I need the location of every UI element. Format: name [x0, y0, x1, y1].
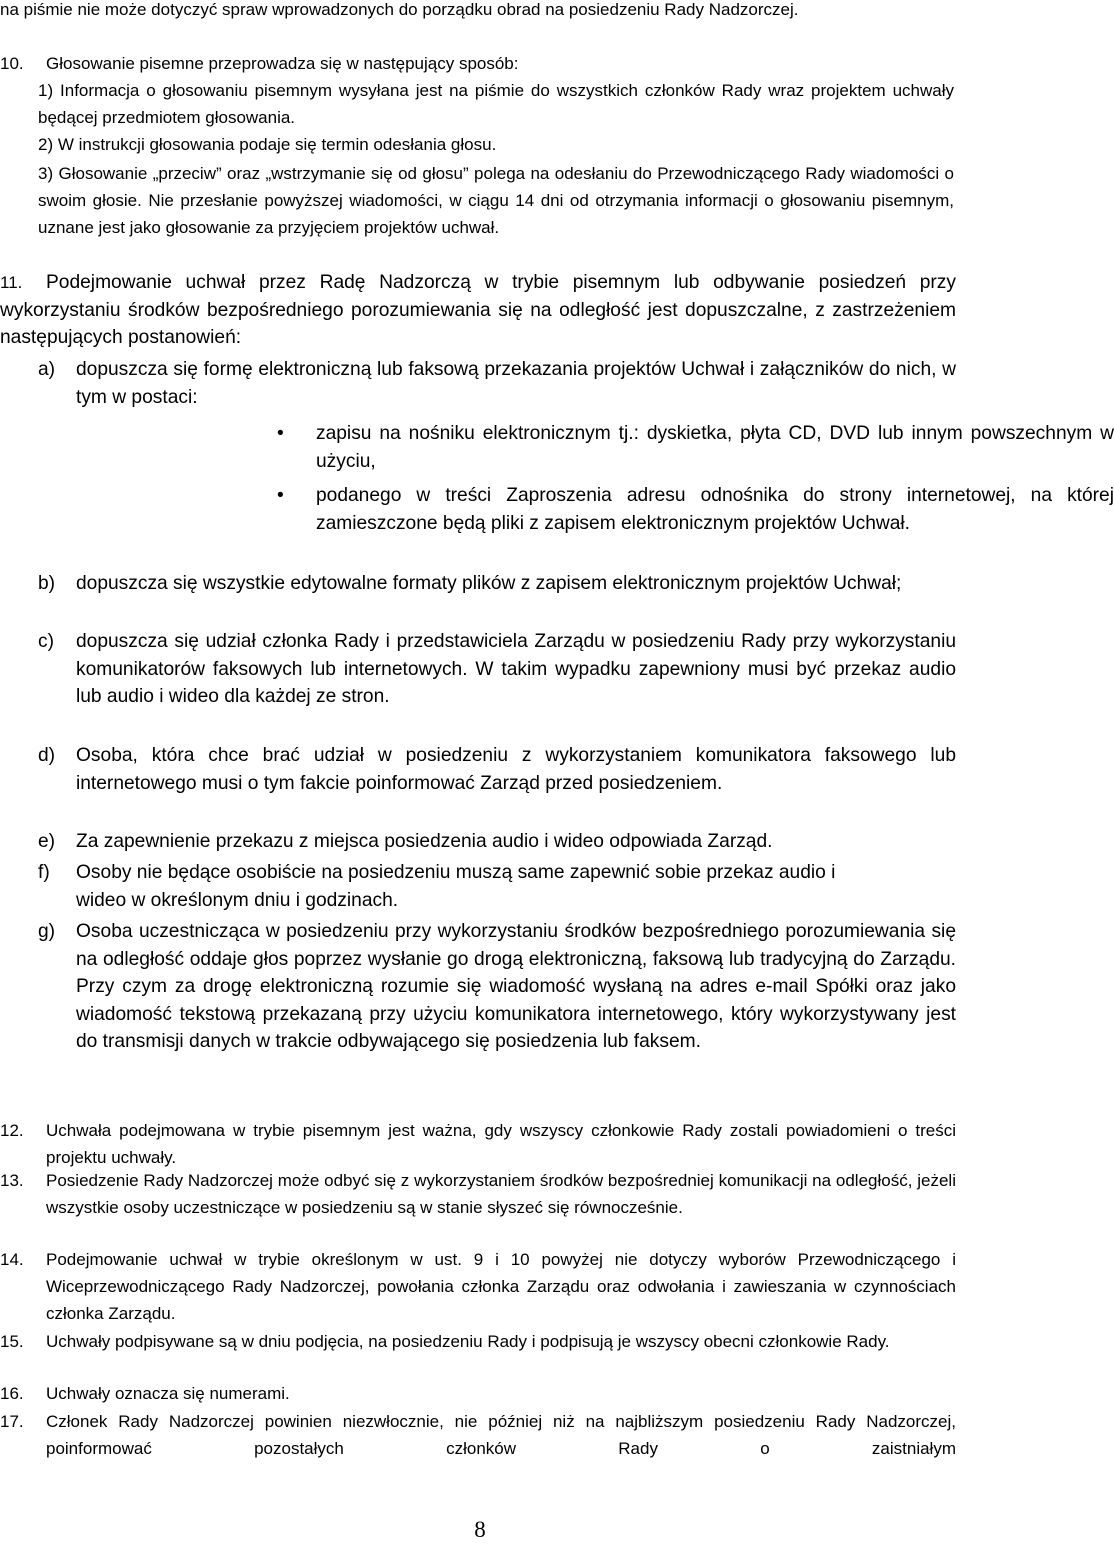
letter-text: Osoba uczestnicząca w posiedzeniu przy wykorzystaniu środków bezpośredniego porozumiewania się na odległość oddaje głos poprzez wysłanie go drogą elektroniczną, faksową lub tradycyjną do Zarządu. Przy czym za drogę elektroniczną rozumie się wiadomość wysłaną na adres e-mail Spółki oraz jako wiadomość tekstową przekazaną przy użyciu komunikatora internetowego, który wykorzystywany jest do transmisji danych w trakcie odbywającego się posiedzenia lub faksem. [76, 921, 956, 1052]
letter-item-a [38, 356, 956, 411]
bullet-item [277, 482, 1114, 537]
point-12 [0, 1117, 956, 1171]
point-13 [0, 1167, 956, 1221]
point-number: 13. [0, 1171, 24, 1190]
letter-item-b [38, 570, 956, 598]
bullet-icon: • [277, 485, 284, 506]
page-number: 8 [474, 1517, 486, 1542]
letter-text: dopuszcza się formę elektroniczną lub faksową przekazania projektów Uchwał i załączników do nich, w tym w postaci: [76, 359, 956, 408]
point-text: Członek Rady Nadzorczej powinien niezwłocznie, nie później niż na najbliższym posiedzeniu Rady Nadzorczej, poinformować pozostałych członków Rady o zaistniałym [46, 1412, 956, 1458]
paragraph-continuation: na piśmie nie może dotyczyć spraw wprowadzonych do porządku obrad na posiedzeniu Rady Nadzorczej. [0, 0, 799, 19]
point-text: Głosowanie pisemne przeprowadza się w następujący sposób: [46, 54, 519, 73]
point-number: 17. [0, 1412, 24, 1431]
point-text: Uchwały podpisywane są w dniu podjęcia, na posiedzeniu Rady i podpisują je wszyscy obecni członkowie Rady. [46, 1332, 890, 1351]
letter-label: e) [38, 831, 56, 852]
letter-item-d [38, 742, 956, 797]
letter-label: a) [38, 359, 56, 380]
point-number: 14. [0, 1250, 24, 1269]
point-number: 11. [0, 273, 23, 292]
point-10-item-1: 1) Informacja o głosowaniu pisemnym wysyłana jest na piśmie do wszystkich członków Rady wraz projektem uchwały będącej przedmiotem głosowania. [38, 81, 954, 127]
letter-label: g) [38, 921, 56, 942]
bullet-item [277, 420, 1114, 475]
point-14 [0, 1246, 956, 1327]
bullet-icon: • [277, 423, 284, 444]
point-number: 16. [0, 1384, 24, 1403]
point-text: Uchwała podejmowana w trybie pisemnym jest ważna, gdy wszyscy członkowie Rady zostali powiadomieni o treści projektu uchwały. [46, 1121, 956, 1167]
letter-text: Osoby nie będące osobiście na posiedzeniu muszą same zapewnić sobie przekaz audio i wideo w określonym dniu i godzinach. [76, 862, 836, 911]
point-text: Podejmowanie uchwał przez Radę Nadzorczą w trybie pisemnym lub odbywanie posiedzeń przy wykorzystaniu środków bezpośredniego porozumiewania się na odległość jest dopuszczalne, z zastrzeżeniem następujących postanowień: [0, 272, 956, 348]
point-10-item-2: 2) W instrukcji głosowania podaje się termin odesłania głosu. [38, 135, 497, 154]
letter-label: b) [38, 573, 56, 594]
letter-label: f) [38, 862, 50, 883]
point-17 [0, 1408, 956, 1462]
letter-text: dopuszcza się udział członka Rady i przedstawiciela Zarządu w posiedzeniu Rady przy wykorzystaniu komunikatorów faksowych lub internetowych. W takim wypadku zapewniony musi być przekaz audio lub audio i wideo dla każdej ze stron. [76, 631, 956, 707]
point-text: Podejmowanie uchwał w trybie określonym w ust. 9 i 10 powyżej nie dotyczy wyborów Przewodniczącego i Wiceprzewodniczącego Rady Nadzorczej, powołania członka Zarządu oraz odwołania i zawieszania w czynnościach członka Zarządu. [46, 1250, 956, 1323]
point-16 [0, 1380, 956, 1407]
point-10-item-3: 3) Głosowanie „przeciw” oraz „wstrzymanie się od głosu” polega na odesłaniu do Przewodniczącego Rady wiadomości o swoim głosie. Nie przesłanie powyższej wiadomości, w ciągu 14 dni od otrzymania informacji o głosowaniu pisemnym, uznane jest jako głosowanie za przyjęciem projektów uchwał. [38, 164, 954, 237]
letter-text: Za zapewnienie przekazu z miejsca posiedzenia audio i wideo odpowiada Zarząd. [76, 831, 773, 852]
letter-item-c [38, 628, 956, 711]
letter-item-g [38, 918, 956, 1056]
bullet-text: zapisu na nośniku elektronicznym tj.: dyskietka, płyta CD, DVD lub innym powszechnym w użyciu, [316, 423, 1114, 472]
point-text: Uchwały oznacza się numerami. [46, 1384, 290, 1403]
point-11 [0, 269, 956, 352]
letter-label: d) [38, 745, 56, 766]
point-number: 12. [0, 1121, 24, 1140]
point-number: 10. [0, 54, 24, 73]
point-number: 15. [0, 1332, 24, 1351]
point-10 [0, 50, 950, 77]
letter-item-f [38, 859, 956, 914]
letter-item-e [38, 828, 956, 856]
bullet-text: podanego w treści Zaproszenia adresu odnośnika do strony internetowej, na której zamieszczone będą pliki z zapisem elektronicznym projektów Uchwał. [316, 485, 1114, 534]
point-text: Posiedzenie Rady Nadzorczej może odbyć się z wykorzystaniem środków bezpośredniej komunikacji na odległość, jeżeli wszystkie osoby uczestniczące w posiedzeniu są w stanie słyszeć się równocześnie. [46, 1171, 956, 1217]
letter-label: c) [38, 631, 54, 652]
letter-text: Osoba, która chce brać udział w posiedzeniu z wykorzystaniem komunikatora faksowego lub internetowego musi o tym fakcie poinformować Zarząd przed posiedzeniem. [76, 745, 956, 794]
letter-text: dopuszcza się wszystkie edytowalne formaty plików z zapisem elektronicznym projektów Uchwał; [76, 573, 902, 594]
point-15 [0, 1328, 956, 1355]
